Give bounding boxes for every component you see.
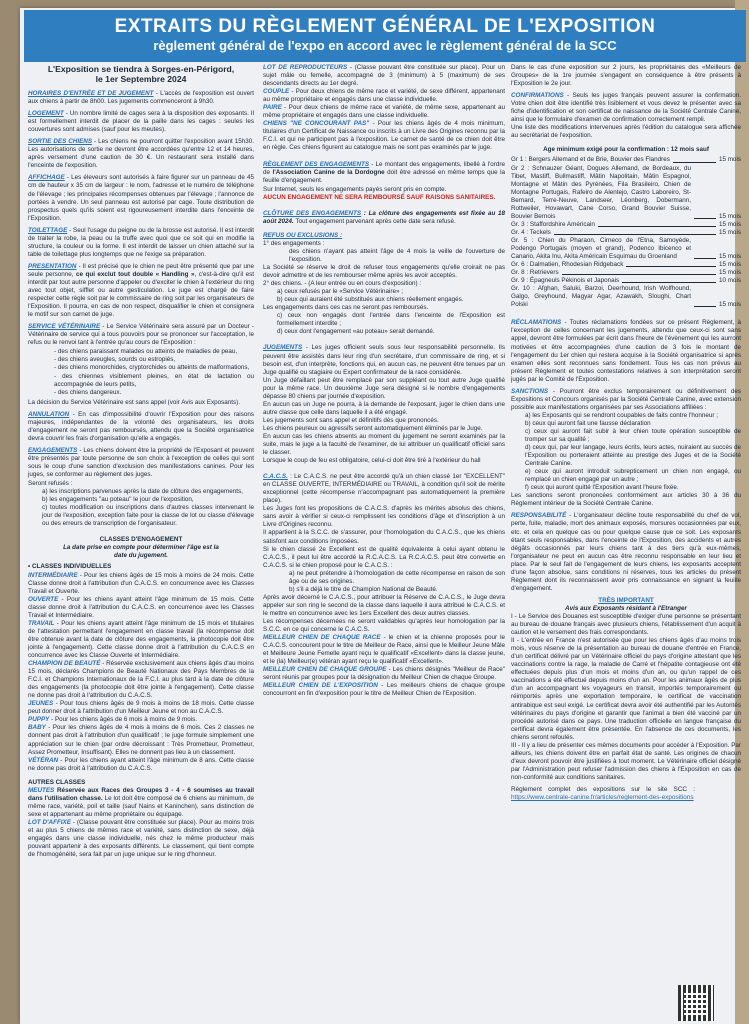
list-item: - des chiens paraissant malades ou atteints de maladies de peau, xyxy=(54,348,254,356)
page-title: EXTRAITS DU RÈGLEMENT GÉNÉRAL DE L'EXPOSITION xyxy=(114,16,656,37)
jugements-p7: Lorsque le coup de feu est obligatoire, celui-ci doit être tiré à l'extérieur du hall xyxy=(263,457,481,465)
refus-2c: c) ceux non engagés dont l'entrée dans l'enceinte de l'Exposition est formellement interdite ; xyxy=(277,312,505,328)
jugements-p5: Les chiens peureux ou agressifs seront automatiquement éliminés par le Juge. xyxy=(263,424,483,432)
jugements-p4: Les jugements sont sans appel et définitifs dès que prononcés. xyxy=(263,416,439,424)
group-row: Gr. 9 : Épagneuls Pékinois et Japonais 10 mois xyxy=(511,277,741,285)
class-jeunes: JEUNES - Pour tous chiens âgés de 9 mois à moins de 18 mois. Cette classe peut donner droit à l'attribution d'un Meilleur Jeune et non au C.A.C.S. xyxy=(28,700,254,716)
no-refund-warning: AUCUN ENGAGEMENT NE SERA REMBOURSÉ SAUF RAISONS SANITAIRES. xyxy=(263,193,496,201)
section-sortie: SORTIE DES CHIENS - Les chiens ne pourront quitter l'exposition avant 15h30. Les autorisations de sortie ne devront être accordées qu'entre 12 et 14 heures, après versement d'une caution de 30 €. Un restaurant sera installé dans l'enceinte de l'exposition. xyxy=(28,138,254,170)
list-item: - des chiens dangereux. xyxy=(54,389,254,397)
sanction-item: f) ceux qui auront quitté l'Exposition avant l'heure fixée. xyxy=(525,484,679,492)
section-meilleur-race: MEILLEUR CHIEN DE CHAQUE RACE - le chien et la chienne proposés pour le C.A.C.S. concourent pour le titre de Meilleur de Race, ainsi que le Meilleur Jeune Mâle et Meilleure Jeune Femelle ayant reçu le qualificatif «Excellent» dans la classe jeune, et le (la) Meilleur(e) vétéran ayant reçu le qualificatif «Excellent». xyxy=(263,634,505,666)
section-confirmations: CONFIRMATIONS - Seuls les juges français peuvent assurer la confirmation. Votre chien doit être identifié très lisiblement et vous devez le présenter avec sa fiche d'identification et son certificat de naissance de la Société Centrale Canine, ainsi que le formulaire d'examen de confirmation correctement rempli. xyxy=(511,92,741,124)
important-subheading: Avis aux Exposants résidant à l'Etranger xyxy=(565,604,687,612)
refus-1a: des chiens n'ayant pas atteint l'âge de 4 mois la veille de l'ouverture de l'exposition. xyxy=(289,247,505,263)
section-reclamations: RÉCLAMATIONS - Toutes réclamations fondées sur ce présent Règlement, à l'exception de celles concernant les jugements, attendu que ceux-ci sont sans appel, devront être formulées par écrit dans l'heure de l'évènement qui les aurront motivées et être accompagnées d'une caution de 3 fois le montant de l'engagement du 1er chien qui restera acquise à la Société organisatrice si après examen elles sont reconnues sans fondement. Tous les cas non prévus au présent Règlement et toutes contestations relatives à son interprétation seront jugés par le Comité de l'Exposition. xyxy=(511,319,741,383)
column-3 xyxy=(511,64,741,1019)
cacs-p6: Les récompenses décernées ne seront validables qu'après leur homologation par la S.C.C. en ce qui concerne le C.A.C.S. xyxy=(263,618,505,634)
jugements-p6: En aucun cas les chiens absents au moment du jugement ne seront examinés par la suite, mais le juge a la faculté de l'examiner, de lui attribuer un qualificatif officiel sans le classer. xyxy=(263,432,505,457)
sanction-item: c) ceux qui auront fait subir à leur chien toute opération susceptible de tromper sur sa qualité ; xyxy=(525,427,741,444)
refuses-item: a) les inscriptions parvenues après la date de clôture des engagements, xyxy=(42,488,243,496)
cacs-p5: Après avoir décerné le C.A.C.S., pour attribuer la Réserve de C.A.C.S., le Juge devra appeler sur son ring le second de la classe dans laquelle il aura attribué le C.A.C.S. et le mettre en concurrence avec les 1ers Excellent des deux autres classes. xyxy=(263,593,505,617)
class-intermediaire: INTERMÉDIAIRE - Pour les chiens âgés de 15 mois à moins de 24 mois. Cette Classe donne droit à l'attribution d'un C.A.C.S. en concurrence avec les Classes Travail et Ouverte. xyxy=(28,571,254,595)
veterinaire-list xyxy=(28,348,254,396)
class-ne-concourant-pas: CHIENS "NE CONCOURANT PAS" - Pour les chiens âgés de 4 mois minimum, titulaires d'un Certificat de Naissance ou inscrits à un Livre des Origines reconnu par la F.C.I. et qui ne participent pas à l'exposition. Le carnet de santé de ce chien doit être en règle. Ces chiens figurent au catalogue mais ne sont pas examinés par le juge. xyxy=(263,120,505,152)
group-row: Gr. 4 : Teckels 15 mois xyxy=(511,228,741,236)
classes-individuelles-heading: • CLASSES INDIVIDUELLES xyxy=(28,563,112,571)
section-meilleur-groupe: MEILLEUR CHIEN DE CHAQUE GROUPE - Les chiens désignés "Meilleur de Race" seront réunis par groupes pour la désignation du Meilleur Chien de chaque Groupe. xyxy=(263,666,505,682)
group-row: Gr. 5 : Chien du Pharaon, Cirneco de l'Etna, Samoyède, Podengo Portugais (moyen et grand), Podenco Ibicenco et Canario, Akita Inu, Akita Américain Esquimau du Groenland 15 mois xyxy=(511,236,741,261)
refus-2a: a) ceux refusés par le «Service Vétérinaire» ; xyxy=(277,288,403,296)
section-reglement-engagements: RÈGLEMENT DES ENGAGEMENTS - Le montant des engagements, libellé à l'ordre de l'Association Canine de la Dordogne doit être adressé en même temps que la feuille d'engagement. xyxy=(263,160,505,184)
cacs-p3: Il appartient à la S.C.C. de s'assurer, pour l'homologation du C.A.C.S., que les chiens satisfont aux conditions imposées. xyxy=(263,529,505,545)
class-lot-reproducteurs: LOT DE REPRODUCTEURS - (Classe pouvant être constituée sur place). Pour un sujet mâle ou femelle, accompagné de 3 (minimum) à 5 (maximum) de ses descendants directs au 1er degré. xyxy=(263,64,505,88)
list-item: - des chiennes visiblement pleines, en état de lactation ou accompagnée de leurs petits, xyxy=(54,373,254,389)
section-affichage: AFFICHAGE - Les éleveurs sont autorisés à faire figurer sur un panneau de 45 cm de hauteur x 35 cm de largeur : le nom, l'adresse et le numéro de téléphone de l'élevage ; les principales récompenses obtenues par l'élevage ; l'annonce de portées à vendre. Un seul panneau est autorisé par cage. Toute distribution de prospectus quels qu'ils soient est rigoureusement interdite dans l'enceinte de l'Exposition. xyxy=(28,174,254,222)
refuses-item: c) toutes modification ou inscriptions dans d'autres classes intervenant le jour de l'exposition, exception faite pour la classe de lot ou classe d'élevage ou des erreurs de transcription de l'organisateur. xyxy=(42,504,254,528)
classes-subheading: La date prise en compte pour déterminer l'âge est la date du jugement. xyxy=(63,544,219,560)
sanction-item: e) ceux qui auront introduit subrepticement un chien non engagé, ou remplacé un chien engagé par un autre ; xyxy=(525,468,741,484)
group-row: Gr 1 : Bergers Allemand et de Brie, Bouvier des Flandres 15 mois xyxy=(511,156,741,164)
scc-link[interactable]: https://www.centrale-canine.fr/articles/reglement-des-expositions xyxy=(511,794,694,802)
refus-2: 2° des chiens. - (A leur entrée ou en cours d'exposition) : xyxy=(263,280,422,288)
refuses-item: b) les engagements "au poteau" le jour de l'exposition, xyxy=(42,496,194,504)
page-subtitle: règlement général de l'expo en accord avec le règlement général de la SCC xyxy=(153,38,617,53)
section-engagements: ENGAGEMENTS - Les chiens doivent être la propriété de l'Exposant et peuvent être présentés par toute personne de son choix à l'exception de celles qui sont sous le coup d'une sanction d'exclusion des manifestations canines. Pour les juges, se conformer au règlement des juges. xyxy=(28,446,254,479)
group-row: Gr. 6 : Dalmatien, Rhodesian Ridgeback 15 mois xyxy=(511,261,741,269)
class-paire: PAIRE - Pour deux chiens de même race et variété, de même sexe, appartenant au même propriétaire et engagés dans une classe individuelle. xyxy=(263,104,505,120)
qr-code-icon xyxy=(678,985,714,1021)
section-jugements: JUGEMENTS - Les juges officient seuls sous leur responsabilité personnelle. Ils peuvent être assistés dans leur ring d'un secrétaire, d'un commissaire de ring, et si besoin est, d'un interprète, fonctions qui, en aucun cas, ne peuvent être tenues par un Juge qualifié ou stagiaire ou Expert confirmateur de la race considérée. xyxy=(263,344,505,376)
class-couple: COUPLE - Pour deux chiens de même race et variété, de sexe différent, appartenant au même propriétaire et engagés dans une classe individuelle. xyxy=(263,88,505,104)
section-cacs: C.A.C.S. : Le C.A.C.S. ne peut être accordé qu'à un chien classé 1er "EXCELLENT" en CLASSE OUVERTE, INTERMÉDIAIRE ou TRAVAIL, à condition qu'il soit de mérite exceptionnel (cette récompense n'accompagnant pas automatiquement la première place). xyxy=(263,473,505,505)
refus-heading: REFUS OU EXCLUSIONS : xyxy=(263,231,343,239)
event-date: le 1er Septembre 2024 xyxy=(95,74,187,84)
group-row: Gr. 10 : Afghan, Saluki, Barzoi, Deerhound, Irish Wolfhound, Galgo, Greyhound, Magyar Agar, Azawakh, Sloughi, Chart Polski 15 mois xyxy=(511,285,741,309)
important-3: III - Il y a lieu de présenter ces mêmes documents pour accéder à l'Exposition. Par ailleurs, les chiens doivent être en parfait état de santé. Les origines de chacun d'eux devront pouvoir être justifiées à tout moment. Le Vétérinaire officiel désigné par l'Administration peut refuser l'admission des chiens à l'Exposition en cas de non-conformité aux conditions sanitaires. xyxy=(511,741,741,781)
class-lot-affixe: LOT D'AFFIXE - (Classe pouvant être constituée sur place). Pour au moins trois et au plus 5 chiens de mêmes race et variété, sans distinction de sexe, déjà engagés dans une classe individuelle, nés chez le même producteur mais pouvant appartenir à des exposants différents. Le classement, qui tient compte de l'homogénéité, sera fait par un juge unique sur le ring d'honneur. xyxy=(28,818,254,859)
section-responsabilite: RESPONSABILITÉ - L'organisateur décline toute responsabilité du chef de vol, perte, fuite, maladie, mort des animaux exposés, morsures occasionnées par eux, etc. et cela en quelque cas ou pour quelque cause que ce soit. Les exposants étant seuls responsables, dans l'enceinte de l'Exposition, des accidents et autres dégâts occasionnés par leurs chiens tant à des tiers qu'à eux-mêmes, l'organisateur ne peut en aucun cas être reconnu responsable en leur lieu et place. Par le seul fait de l'engagement de leurs chiens, les exposants acceptent d'une façon absolue, sans conditions ni réserves, tous les articles du présent Règlement dont ils reconnaissent avoir pris connaissance en signant la feuille d'engagement. xyxy=(511,512,741,592)
sanction-item: a) les Exposants qui se rendront coupables de faits contre l'honneur ; xyxy=(525,411,719,419)
section-veterinaire: SERVICE VÉTÉRINAIRE - Le Service Vétérinaire sera assuré par un Docteur - Vétérinaire de service qui a tous pouvoirs pour se prononcer sur l'acceptation, le refus ou le renvoi tant à l'entrée qu'au cours de l'Exposition : xyxy=(28,323,254,347)
refus-1: 1° des engagements : xyxy=(263,239,325,247)
cacs-a: a) ne peut prétendre à l'homologation de cette récompense en raison de son âge ou de ses origines. xyxy=(289,569,505,585)
groups-list xyxy=(511,156,741,309)
sanction-item: b) ceux qui auront fait une fausse déclaration xyxy=(525,419,651,427)
confirmations-note: Une liste des modifications intervenues après l'édition du catalogue sera affichée au secrétariat de l'exposition. xyxy=(511,124,741,140)
important-heading: TRÈS IMPORTANT xyxy=(598,596,654,604)
classes-heading: CLASSES D'ENGAGEMENT xyxy=(99,536,183,544)
section-presentation: PRESENTATION - Il est précisé que le chien ne peut être présenté que par une seule personne, ce qui exclut tout double « Handling », c'est-à-dire qu'il est interdit par tout autre personne d'appeler ou d'exciter le chien à l'extérieur du ring avec tout objet, sifflet ou autre gesticulation. Le juge est chargé de faire respecter cette règle soit par le commissaire de ring soit par les organisateurs de l'Exposition. Il pourra, en cas de non respect, disqualifier le chien et consignera le motif sur son carnet de juge. xyxy=(28,262,254,319)
class-baby: BABY - Pour les chiens âgés de 4 mois à moins de 6 mois. Ces 2 classes ne donnent pas droit à l'attribution d'un qualificatif ; le juge formule simplement une appréciation sur le chien (par ordre décroissant : Très Prometteur, Prometteur, Assez Prometteur, Insuffisant). Elles ne donnent pas lieu à un classement. xyxy=(28,724,254,756)
section-logement: LOGEMENT - Un nombre limité de cages sera à la disposition des exposants. Il est formellement interdit de placer de la paille dans les cages : seules les couvertures sont admises (sauf pour les meutes). xyxy=(28,110,254,134)
class-puppy: PUPPY - Pour les chiens âgés de 6 mois à moins de 9 mois. xyxy=(28,716,198,724)
sanction-item: d) ceux qui, par leur langage, leurs écrits, leurs actes, nuiraient au succès de l'Exposition ou porteraient atteinte au prestige des Juges et de la Société Centrale Canine. xyxy=(525,444,741,468)
group-row: Gr. 3 : Staffordshire Américain 15 mois xyxy=(511,220,741,228)
two-day-note: Dans le cas d'une exposition sur 2 jours, les propriétaires des «Meilleurs de Groupes» de la 1re journée s'engagent en conséquence à être présents à l'Exposition le 2e jour. xyxy=(511,64,741,88)
cacs-p4: Si le chien classé 2e Excellent est de qualité équivalente à celui ayant obtenu le C.A.C.S., il peut lui être accordé la R.C.A.C.S. La R.C.A.C.S. peut être convertie en C.A.C.S. si le chien proposé pour le C.A.C.S. : xyxy=(263,545,505,569)
footer-note: Règlement complet des expositions sur le site SCC : https://www.centrale-canine.fr/articles/reglement-des-expositions xyxy=(511,785,695,802)
class-veteran: VÉTÉRAN - Pour les chiens ayant atteint l'âge minimum de 8 ans. Cette classe ne donne pas droit à l'attribution du C.A.C.S. xyxy=(28,756,254,772)
sanctions-end: Les sanctions seront prononcées conformément aux articles 30 à 36 du Règlement intérieur de la Société Centrale Canine. xyxy=(511,492,741,508)
class-champion: CHAMPION DE BEAUTÉ - Réservée exclusivement aux chiens âgés d'au moins 15 mois, déclarés Champions de Beauté Nationaux des Pays Membres de la F.C.I. et Champions Internationaux de la F.C.I. au plus tard à la date de clôture des engagements (la photocopie doit être jointe à l'engagement). Cette classe ne donne pas droit à l'attribution du C.A.C.S. xyxy=(28,660,254,700)
cacs-p2: Les Juges font les propositions de C.A.C.S. d'après les mérites absolus des chiens, sans avoir à vérifier si ceux-ci remplissent les conditions d'âge et d'inscription à un Livre d'Origines reconnu. xyxy=(263,505,505,529)
class-meutes: MEUTES Réservée aux Races des Groupes 3 - 4 - 6 soumises au travail dans l'utilisation chasse. Le lot doit être composé de 6 chiens au minimum, de même race, variété, poil et taille (sauf Nains et Kaninchen), sans distinction de sexe et appartenant au même propriétaire ou équipage. xyxy=(28,786,254,818)
class-ouverte: OUVERTE - Pour les chiens ayant atteint l'âge minimum de 15 mois. Cette classe donne droit à l'attribution du C.A.C.S. en concurrence avec les Classes Travail et Intermédiaire. xyxy=(28,595,254,619)
jugements-p2: Un Juge défaillant peut être remplacé par son suppléant ou tout autre Juge qualifié pour la même race. Un deuxième Juge sera désigné si le nombre d'engagements dépasse 80 chiens par journée d'exposition. xyxy=(263,376,505,400)
jugements-p3: En aucun cas un Juge ne pourra, à la demande de l'exposant, juger le chien dans une autre classe que celle dans laquelle il a été engagé. xyxy=(263,400,505,416)
refus-societe: La Société se réserve le droit de refuser tous engagements qu'elle croirait ne pas devoir admettre et de les rembourser même après les avoir acceptés. xyxy=(263,264,505,280)
refuses-label: Seront refusés : xyxy=(28,480,73,488)
cacs-b: b) s'il a déjà le titre de Champion National de Beauté. xyxy=(289,585,438,593)
column-2 xyxy=(263,64,505,1019)
age-minimum-heading: Age minimum exigé pour la confirmation : 12 mois sauf xyxy=(543,146,709,154)
event-header xyxy=(28,64,254,84)
list-item: - des chiens monorchides, cryptorchides ou atteints de malformations, xyxy=(54,364,254,372)
section-toilettage: TOILETTAGE - Seul l'usage du peigne ou de la brosse est autorisé. Il est interdit de traiter la robe, la peau ou la truffe avec quoi que ce soit qui en modifie la structure, la couleur ou la forme. Il est interdit de laisser un chien attaché sur la table de toilettage plus longtemps que ne l'exige sa préparation. xyxy=(28,226,254,258)
title-banner xyxy=(24,10,746,62)
internet-note: Sur Internet, seuls les engagements payés seront pris en compte. xyxy=(263,185,447,193)
section-sanctions: SANCTIONS - Pourront être exclus temporairement ou définitivement des Expositions et Concours organisés par la Société Centrale Canine, avec extension possible aux manifestations organisées par ses Associations affiliées : xyxy=(511,387,741,411)
refus-rembourse: Les engagements dans ces cas ne seront pas remboursés. xyxy=(263,304,429,312)
section-annulation: ANNULATION - En cas d'impossibilité d'ouvrir l'Exposition pour des raisons majeures, indépendantes de la volonté des organisateurs, les droits d'engagement ne seront pas remboursés, attendu que la Société organisatrice devra couvrir les frais d'organisation qu'elle a engagés. xyxy=(28,410,254,442)
important-2: II - L'entrée en France n'est autorisée que pour les chiens âgés d'au moins trois mois, vous réserve de la présentation au bureau de douane d'entrée en France, d'un certificat délivré par un Vétérinaire officiel du pays d'origine attestant que les vaccinations contre la rage, la maladie de Carré et l'hépatite contagieuse ont été effectuées depuis plus d'un mois et moins d'un an, ou qu'un rappel de ces vaccinations a été effectué depuis moins d'un an. Pour les animaux âgés de plus d'un an accompagnant les voyageurs en transit, importés temporairement ou réimportés après une exportation temporaire, le certificat de vaccination antirabique est seul exigé. Le certificat devra avoir été authentifié par les Autorités vétérinaires du pays d'origine et garantir que l'animal a bien été vacciné par un procédé autorisé dans ce pays. Une traduction officielle en langue française du certificat devra également être présentée. En l'absence de ces documents, les chiens seront refoulés. xyxy=(511,637,741,741)
list-item: - des chiens aveugles, sourds ou estropiés, xyxy=(54,356,254,364)
section-cloture: CLÔTURE DES ENGAGEMENTS : La clôture des engagements est fixée au 18 août 2024. Tout engagement parvenant après cette date sera refusé. xyxy=(263,209,505,225)
veterinaire-decision: La décision du Service Vétérinaire est sans appel (voir Avis aux Exposants). xyxy=(28,398,240,406)
refus-2d: d) ceux dont l'engagement «au poteau» serait demandé. xyxy=(277,328,435,336)
refus-2b: b) ceux qui auraient été substitués aux chiens réellement engagés. xyxy=(277,296,464,304)
column-1 xyxy=(28,64,254,1019)
group-row: Gr 2 : Schnauzer Géant, Dogues Allemand, de Bordeaux, du Tibet, Mastiff, Bullmastiff, Mâtin Napolitain, Mâtin Espagnol, Montagne et Mâtin des Pyrénées, Fila Brasileiro, Chien de Montagne Portugais, Rafeiro de Alentejo, Castro Laboreiro, St-Bernard, Terre-Neuve, Landseer, Léonberg, Dobermann, Rottweiler, Hovawart, Cane Corso, Grand Bouvier Suisse, Bouvier Bernois 15 mois xyxy=(511,164,741,220)
class-travail: TRAVAIL - Pour les chiens ayant atteint l'âge minimum de 15 mois et titulaires de l'attestation permettant l'engagement en classe travail (la récompense doit être obtenue avant la date de clôture des engagements, la photocopie doit être jointe à l'engagement). Cette classe donne droit à l'attribution du C.A.C.S en concurrence avec les Classe Ouverte et Intermédiaire. xyxy=(28,619,254,659)
section-horaires: HORAIRES D'ENTRÉE ET DE JUGEMENT - L'accès de l'exposition est ouvert aux chiens à partir de 8h00. Les jugements commenceront à 9h30. xyxy=(28,90,254,106)
autres-classes-heading: AUTRES CLASSES xyxy=(28,778,86,786)
important-1: I - Le Service des Douanes est susceptible d'exiger d'une personne se présentant au bureau de douane français avec plusieurs chiens, l'établissement d'un acquit à caution et le versement des frais correspondants. xyxy=(511,613,741,637)
group-row: Gr. 8 : Retrievers 15 mois xyxy=(511,269,741,277)
event-venue: L'Exposition se tiendra à Sorges-en-Périgord, xyxy=(47,64,235,74)
section-meilleur-expo: MEILLEUR CHIEN DE L'EXPOSITION - Les meilleurs chiens de chaque groupe concourront en fin d'exposition pour le titre de Meilleur Chien de l'Exposition. xyxy=(263,682,505,698)
